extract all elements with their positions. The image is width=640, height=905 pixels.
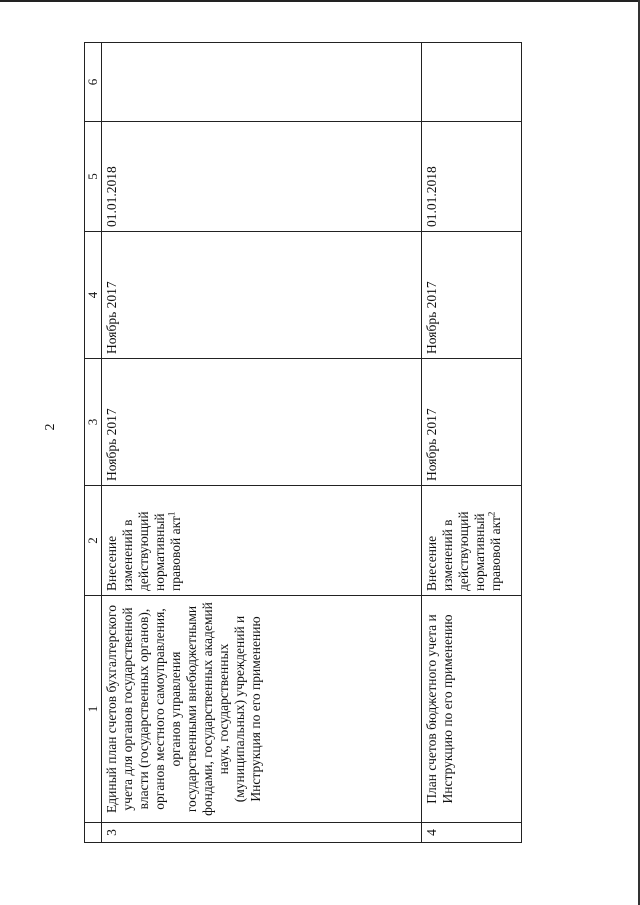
document-table-area: [84, 43, 518, 843]
table-header-row: [85, 43, 102, 843]
action-text: Внесение изменений в действующий нормативный правовой акт: [104, 511, 183, 591]
header-cell-0: [85, 823, 102, 843]
row-number: 4: [422, 823, 522, 843]
date-cell-4: Ноябрь 2017: [422, 232, 522, 359]
date-cell-4: Ноябрь 2017: [102, 232, 422, 359]
scan-edge-top: [0, 0, 640, 2]
row-number: 3: [102, 823, 422, 843]
header-cell-4: 4: [85, 232, 102, 359]
header-cell-2: 2: [85, 486, 102, 596]
table-row: [102, 43, 422, 843]
rotated-table-container: [84, 43, 518, 843]
header-cell-1: 1: [85, 596, 102, 823]
action-text: Внесение изменений в действующий нормативный правовой акт: [424, 511, 503, 591]
footnote-marker: 2: [486, 511, 497, 517]
header-cell-5: 5: [85, 122, 102, 232]
document-name: Единый план счетов бухгалтерского учета для органов государственной власти (государственных органов), органов местного самоуправления, органов управления государственными внебюджетными фондами, государственных академий наук, государственных (муниципальных) учреждений и Инструкция по его применению: [102, 596, 422, 823]
footnote-marker: 1: [166, 511, 177, 517]
note-cell-6: [102, 43, 422, 122]
document-name: План счетов бюджетного учета и Инструкцию по его применению: [422, 596, 522, 823]
note-cell-6: [422, 43, 522, 122]
header-cell-3: 3: [85, 359, 102, 486]
date-cell-3: Ноябрь 2017: [422, 359, 522, 486]
header-cell-6: 6: [85, 43, 102, 122]
date-cell-3: Ноябрь 2017: [102, 359, 422, 486]
date-cell-5: 01.01.2018: [422, 122, 522, 232]
action-cell: [102, 486, 422, 596]
date-cell-5: 01.01.2018: [102, 122, 422, 232]
page-number: 2: [43, 423, 58, 431]
action-cell: [422, 486, 522, 596]
schedule-table: [84, 42, 522, 843]
table-row: [422, 43, 522, 843]
